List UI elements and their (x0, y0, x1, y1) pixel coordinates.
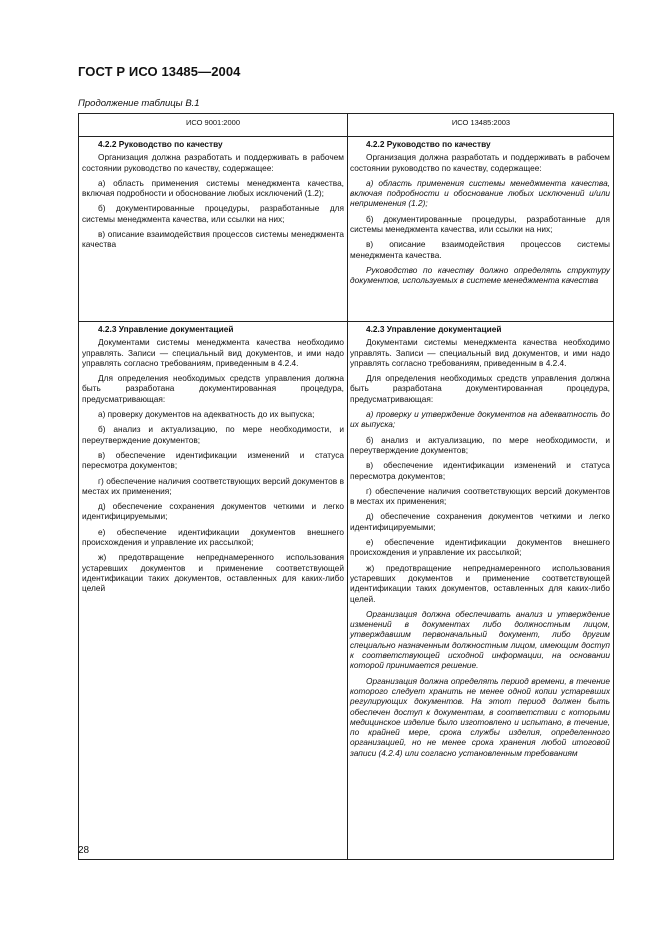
clause-paragraph: ж) предотвращение непреднамеренного использования устаревших документов и применение соответствующей идентификации таких документов, оставленных для каких-либо целей (82, 552, 344, 594)
clause-paragraph: б) документированные процедуры, разработанные для системы менеджмента качества, или ссылки на них; (82, 203, 344, 224)
clause-paragraph: Для определения необходимых средств управления должна быть разработана документированная процедура, предусматривающая: (350, 373, 610, 404)
page-number: 28 (78, 845, 90, 856)
clause-heading: 4.2.2 Руководство по качеству (366, 139, 491, 149)
clause-paragraph: Для определения необходимых средств управления должна быть разработана документированная процедура, предусматривающая: (82, 373, 344, 404)
clause-paragraph: в) обеспечение идентификации изменений и статуса пересмотра документов; (350, 460, 610, 481)
clause-heading: 4.2.3 Управление документацией (98, 324, 234, 334)
row-quality-manual-iso9001 (79, 139, 347, 255)
row-document-control-iso13485 (347, 324, 613, 763)
clause-paragraph: г) обеспечение наличия соответствующих версий документов в местах их применения; (82, 475, 344, 496)
clause-paragraph: б) анализ и актуализацию, по мере необходимости, и переутверждение документов; (82, 424, 344, 445)
clause-paragraph: Организация должна разработать и поддерживать в рабочем состоянии руководство по качеству, содержащее: (350, 152, 610, 173)
clause-paragraph: д) обеспечение сохранения документов четкими и легко идентифицируемыми; (350, 511, 610, 532)
clause-paragraph: Документами системы менеджмента качества необходимо управлять. Записи — специальный вид документов, и ими надо управлять согласно требованиям, приведенным в 4.2.4. (350, 337, 610, 368)
clause-paragraph: б) документированные процедуры, разработанные для системы менеджмента качества, или ссылки на них; (350, 213, 610, 235)
clause-paragraph: д) обеспечение сохранения документов четкими и легко идентифицируемыми; (82, 501, 344, 522)
clause-paragraph: е) обеспечение идентификации документов внешнего происхождения и управление их рассылкой; (82, 526, 344, 548)
comparison-table (78, 113, 614, 860)
column-header-iso9001: ИСО 9001:2000 (185, 118, 240, 127)
column-header-iso13485: ИСО 13485:2003 (451, 118, 511, 127)
clause-heading: 4.2.2 Руководство по качеству (98, 139, 223, 149)
clause-paragraph: е) обеспечение идентификации документов внешнего происхождения и управление их рассылкой; (350, 537, 610, 558)
clause-paragraph: в) описание взаимодействия процессов системы менеджмента качества. (350, 239, 610, 260)
clause-paragraph: б) анализ и актуализацию, по мере необходимости, и переутверждение документов; (350, 434, 610, 455)
clause-paragraph: Организация должна определять период времени, в течение которого следует хранить не менее одной копии устаревших регулирующих документов. На этот период должен быть обеспечен доступ к документам, в соответствии с которыми медицинское изделие было изготовлено и испытано, в течение, по крайней мере, срока службы изделия, определенного организацией, но не менее срока хранения любой итоговой записи (4.2.4) или согласно установленным требованиям (350, 675, 610, 758)
row-divider (79, 321, 613, 322)
clause-paragraph: Документами системы менеджмента качества необходимо управлять. Записи — специальный вид документов, и ими надо управлять согласно требованиям, приведенным в 4.2.4. (82, 337, 344, 368)
clause-paragraph: в) обеспечение идентификации изменений и статуса пересмотра документов; (82, 449, 344, 471)
header-row-divider (79, 136, 613, 137)
clause-paragraph: ж) предотвращение непреднамеренного использования устаревших документов и применение соответствующей идентификации таких документов, оставленных для каких-либо целей. (350, 562, 610, 604)
row-quality-manual-iso13485 (347, 139, 613, 291)
clause-heading: 4.2.3 Управление документацией (366, 324, 502, 334)
clause-paragraph: Организация должна разработать и поддерживать в рабочем состоянии руководство по качеству, содержащее: (82, 152, 344, 173)
document-header: ГОСТ Р ИСО 13485—2004 (78, 64, 241, 79)
clause-paragraph: Руководство по качеству должно определять структуру документов, используемых в системе менеджмента качества (350, 264, 610, 286)
row-document-control-iso9001 (79, 324, 347, 599)
clause-paragraph: в) описание взаимодействия процессов системы менеджмента качества (82, 229, 344, 250)
clause-paragraph: г) обеспечение наличия соответствующих версий документов в местах их применения; (350, 485, 610, 507)
table-continuation-caption: Продолжение таблицы В.1 (78, 98, 200, 109)
clause-paragraph: а) проверку и утверждение документов на адекватность до их выпуска; (350, 409, 610, 430)
clause-paragraph: Организация должна обеспечивать анализ и утверждение изменений в документах либо должностным лицом, утверждавшим первоначальный документ, либо другим специально назначенным должностным лицом, имеющим доступ к соответствующей исходной информации, на основании которой принимается решение. (350, 608, 610, 671)
clause-paragraph: а) область применения системы менеджмента качества, включая подробности и обоснование любых исключений (1.2); (82, 177, 344, 199)
clause-paragraph: а) проверку документов на адекватность до их выпуска; (98, 409, 315, 420)
clause-paragraph: а) область применения системы менеджмента качества, включая подробности и обоснование любых исключений и/или неприменения (1.2); (350, 177, 610, 209)
